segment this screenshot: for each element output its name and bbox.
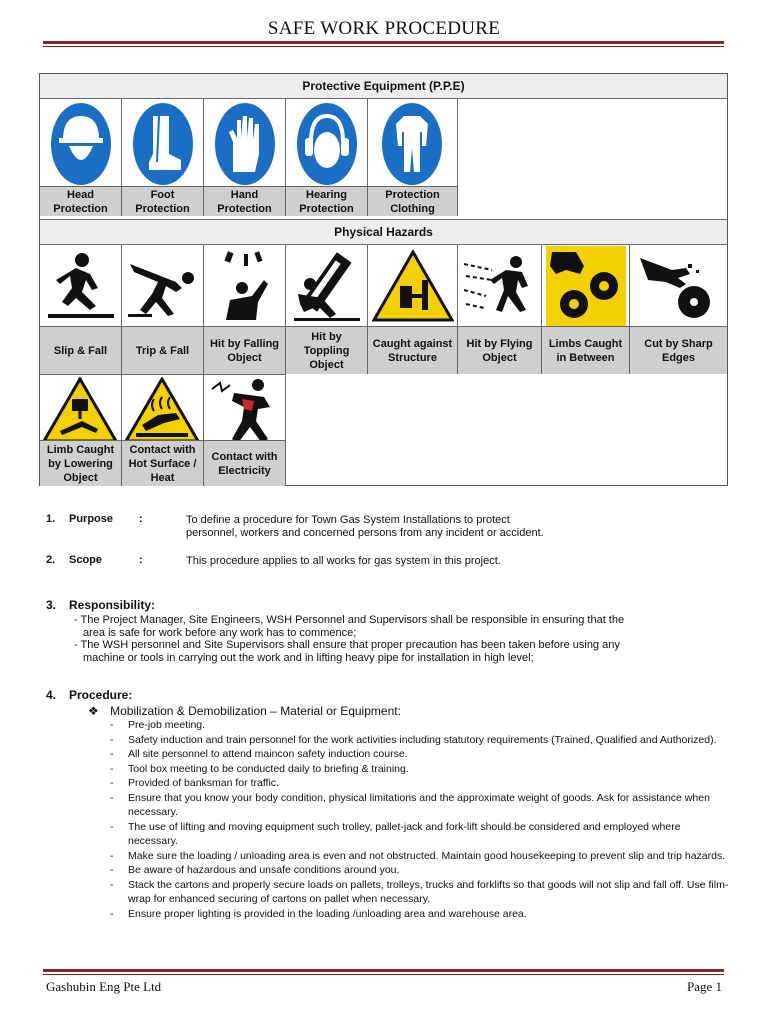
responsibility-text: - The Project Manager, Site Engineers, WSH Personnel and Supervisors shall be responsible in ensuring that the area is safe for work before any work has to commence; - The WSH personnel and Site Supervisors shall ensure that proper precaution has been taken before using any machine or tools in carrying out the work and in lifting heavy pipe for installation in high level; xyxy=(74,614,625,664)
list-item: - The use of lifting and moving equipment such trolley, pallet-jack and fork-lift should be considered and employed where necessary. xyxy=(110,820,730,849)
hazards-header: Physical Hazards xyxy=(40,219,727,245)
list-item: - Be aware of hazardous and unsafe conditions around you. xyxy=(110,863,730,878)
list-item: - Tool box meeting to be conducted daily to briefing & training. xyxy=(110,762,730,777)
hazard-label-toppling: Hit by Toppling Object xyxy=(286,326,368,374)
scope-heading: 2. Scope : xyxy=(46,554,143,566)
ear-muff-icon xyxy=(295,102,359,186)
hazard-label-caught: Caught against Structure xyxy=(368,326,458,374)
glove-icon xyxy=(213,102,277,186)
hazard-label-electricity: Contact with Electricity xyxy=(204,440,286,486)
responsibility-heading: 3. Responsibility: xyxy=(46,598,156,612)
ppe-label-head: Head Protection xyxy=(40,186,122,216)
footer xyxy=(46,979,722,995)
ppe-label-hearing: Hearing Protection xyxy=(286,186,368,216)
boot-icon xyxy=(131,102,195,186)
hazard-label-lowering: Limb Caught by Lowering Object xyxy=(40,440,122,486)
lowering-object-icon xyxy=(42,377,118,443)
hazard-label-cut: Cut by Sharp Edges xyxy=(630,326,727,374)
diamond-bullet-icon: ❖ xyxy=(88,704,99,718)
slip-fall-icon xyxy=(46,250,116,320)
procedure-heading: 4. Procedure: xyxy=(46,688,133,702)
ppe-label-clothing: Protection Clothing xyxy=(368,186,458,216)
caught-structure-icon xyxy=(372,250,454,322)
saw-blade-icon xyxy=(638,250,718,322)
flying-object-icon xyxy=(462,250,538,320)
page-title: SAFE WORK PROCEDURE xyxy=(267,18,501,39)
list-item: - Ensure that you know your body condition, physical limitations and the approximate weight of goods. Ask for assistance when necessary. xyxy=(110,791,730,820)
list-item: - Make sure the loading / unloading area is even and not obstructed. Maintain good housekeeping to prevent slip and trip hazards. xyxy=(110,849,730,864)
hazard-label-hot: Contact with Hot Surface / Heat xyxy=(122,440,204,486)
hard-hat-icon xyxy=(49,102,113,186)
list-item: - Provided of banksman for traffic. xyxy=(110,776,730,791)
trip-fall-icon xyxy=(126,254,202,320)
purpose-heading: 1. Purpose : xyxy=(46,513,143,525)
list-item: - Stack the cartons and properly secure loads on pallets, trolleys, trucks and forklifts so that goods will not slip and fall off. Use film-wrap for enhanced securing of cartons on pallet when necessary. xyxy=(110,878,730,907)
safety-table xyxy=(39,73,728,486)
toppling-object-icon xyxy=(292,248,362,324)
coverall-icon xyxy=(380,102,444,186)
header-rule xyxy=(43,41,724,47)
falling-object-icon xyxy=(212,250,278,322)
page-number: Page 1 xyxy=(686,979,722,994)
hazard-label-slip: Slip & Fall xyxy=(40,326,122,374)
ppe-label-foot: Foot Protection xyxy=(122,186,204,216)
list-item: - All site personnel to attend maincon safety induction course. xyxy=(110,747,730,762)
hazard-label-flying: Hit by Flying Object xyxy=(458,326,542,374)
hot-surface-icon xyxy=(124,377,200,443)
list-item: - Safety induction and train personnel for the work activities including statutory requirements (Trained, Qualified and Authorized). xyxy=(110,733,730,748)
gears-icon xyxy=(546,246,626,326)
list-item: - Ensure proper lighting is provided in the loading /unloading area and warehouse area. xyxy=(110,907,730,922)
electricity-icon xyxy=(208,377,284,447)
procedure-subheading: ❖ Mobilization & Demobilization – Material or Equipment: xyxy=(88,704,401,718)
footer-rule xyxy=(43,969,724,975)
procedure-list xyxy=(110,718,730,921)
hazard-label-trip: Trip & Fall xyxy=(122,326,204,374)
scope-text: This procedure applies to all works for gas system in this project. xyxy=(186,555,501,567)
hazard-label-falling: Hit by Falling Object xyxy=(204,326,286,374)
ppe-header: Protective Equipment (P.P.E) xyxy=(40,74,727,99)
list-item: - Pre-job meeting. xyxy=(110,718,730,733)
ppe-label-hand: Hand Protection xyxy=(204,186,286,216)
company-name: Gashubin Eng Pte Ltd xyxy=(46,979,162,994)
purpose-text: To define a procedure for Town Gas System Installations to protect personnel, workers and concerned persons from any incident or accident. xyxy=(186,514,544,539)
hazard-label-limbs: Limbs Caught in Between xyxy=(542,326,630,374)
